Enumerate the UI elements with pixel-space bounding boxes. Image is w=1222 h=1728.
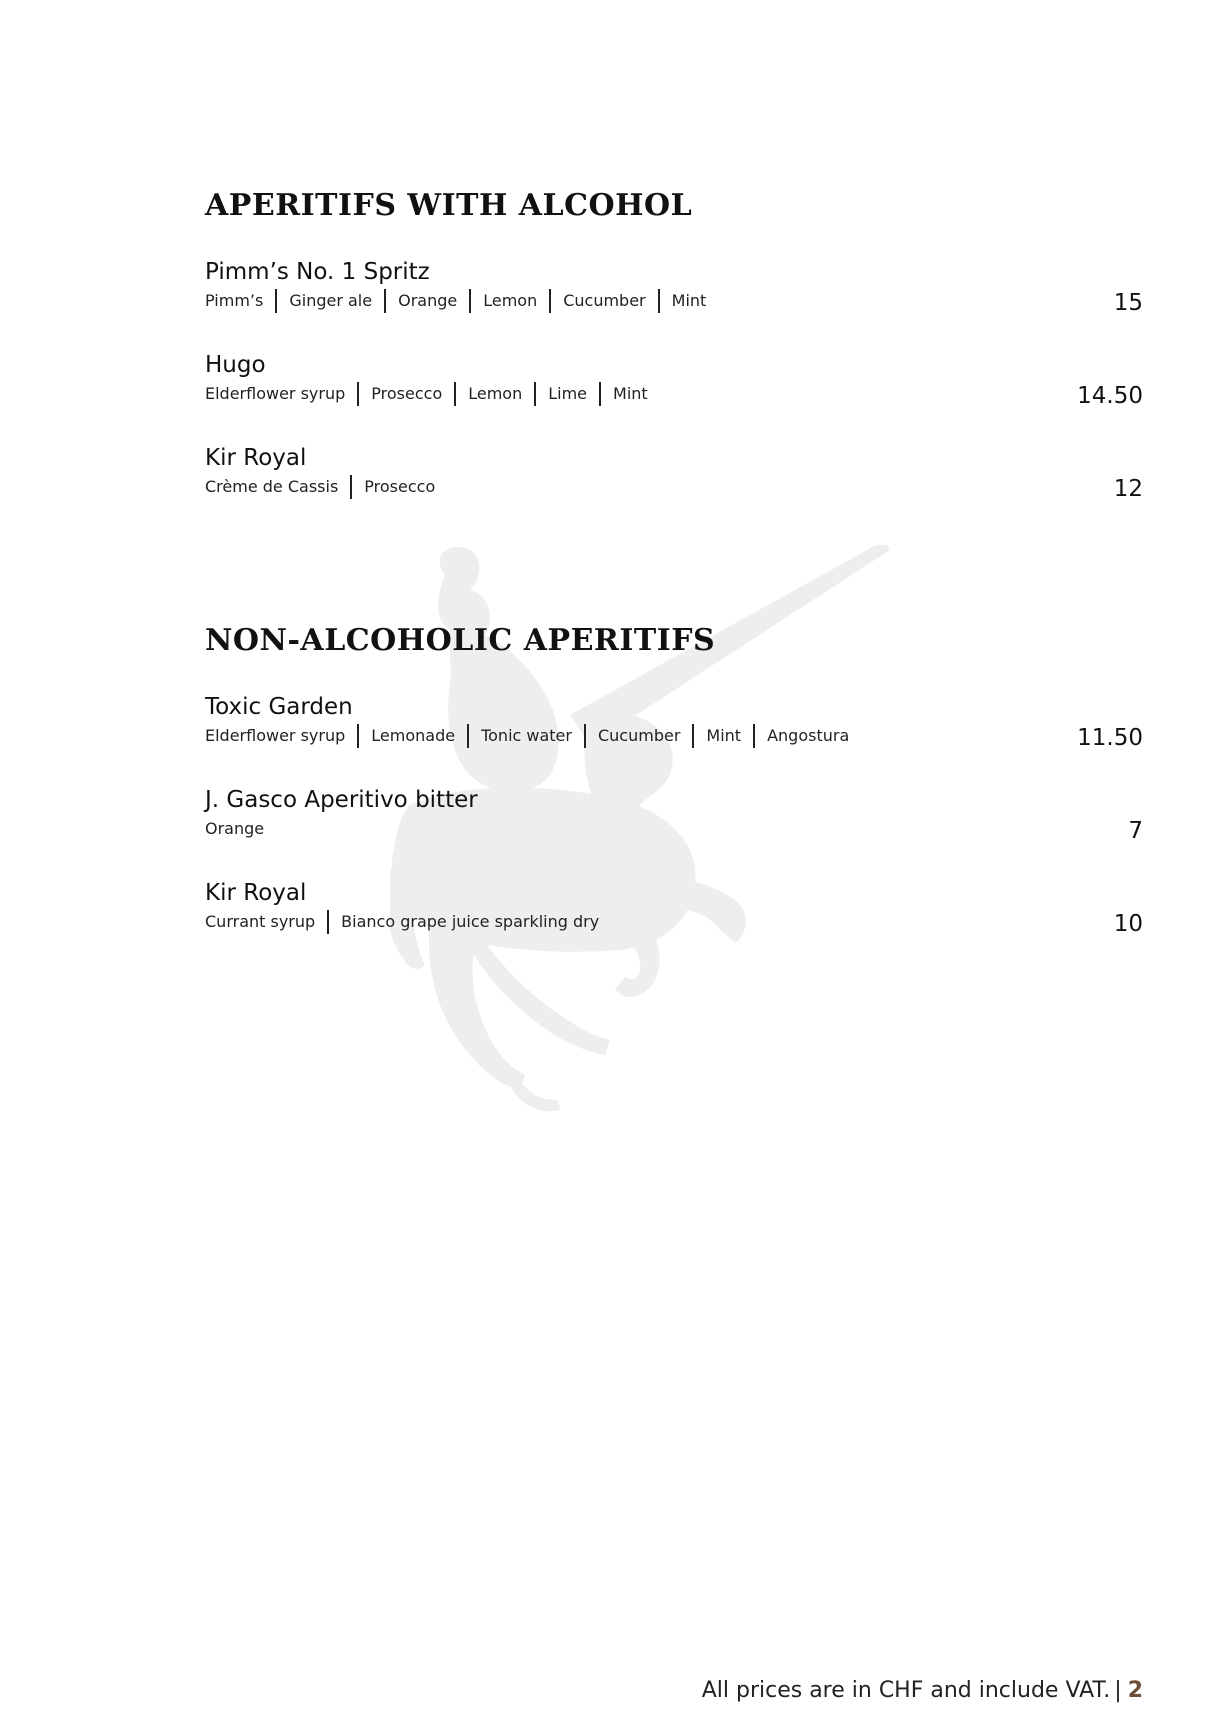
- ingredient-separator: [753, 724, 755, 748]
- menu-item-price: 11.50: [1077, 725, 1143, 751]
- menu-item-list: [205, 257, 1143, 536]
- ingredient: Bianco grape juice sparkling dry: [341, 912, 600, 931]
- menu-item-ingredients: [205, 910, 1143, 934]
- ingredient: Mint: [706, 726, 742, 745]
- ingredient: Angostura: [767, 726, 850, 745]
- menu-item: [205, 692, 1143, 785]
- ingredient: Orange: [398, 291, 458, 310]
- ingredient: Pimm’s: [205, 291, 264, 310]
- menu-item-price: 15: [1113, 290, 1143, 316]
- menu-item-ingredients: [205, 289, 1143, 313]
- menu-item-list: [205, 692, 1143, 971]
- menu-item-price: 10: [1113, 911, 1143, 937]
- menu-item: [205, 443, 1143, 536]
- ingredient-separator: [692, 724, 694, 748]
- menu-item-name: Pimm’s No. 1 Spritz: [205, 259, 430, 285]
- menu-item-ingredients: [205, 382, 1143, 406]
- footer: [702, 1676, 1143, 1706]
- menu-item-ingredients: [205, 475, 1143, 499]
- ingredient: Cucumber: [597, 726, 681, 745]
- ingredient-separator: [584, 724, 586, 748]
- ingredient-separator: [469, 289, 471, 313]
- ingredient: Currant syrup: [205, 912, 316, 931]
- ingredient: Prosecco: [364, 477, 436, 496]
- footer-separator: |: [1114, 1678, 1122, 1703]
- ingredient: Mint: [671, 291, 707, 310]
- menu-item-price: 12: [1113, 476, 1143, 502]
- menu-item-name: Kir Royal: [205, 445, 307, 471]
- menu-item-name: Hugo: [205, 352, 266, 378]
- page-number: 2: [1127, 1678, 1143, 1703]
- ingredient: Lemon: [468, 384, 523, 403]
- ingredient: Mint: [613, 384, 648, 403]
- ingredient-separator: [357, 382, 359, 406]
- section-aperitifs-with-alcohol: [205, 185, 1143, 536]
- ingredient: Lime: [548, 384, 588, 403]
- menu-item-name: J. Gasco Aperitivo bitter: [205, 787, 478, 813]
- ingredient-separator: [454, 382, 456, 406]
- ingredient-separator: [467, 724, 469, 748]
- ingredient: Elderflower syrup: [205, 726, 346, 745]
- ingredient: Cucumber: [563, 291, 646, 310]
- menu-item-price: 14.50: [1077, 383, 1143, 409]
- price-note: All prices are in CHF and include VAT.: [701, 1678, 1111, 1703]
- ingredient-separator: [275, 289, 277, 313]
- ingredient-separator: [599, 382, 601, 406]
- ingredient-separator: [658, 289, 660, 313]
- section-non-alcoholic-aperitifs: [205, 620, 1143, 971]
- ingredient: Lemonade: [371, 726, 456, 745]
- ingredient-separator: [327, 910, 329, 934]
- ingredient: Tonic water: [481, 726, 572, 745]
- ingredient: Crème de Cassis: [205, 477, 339, 496]
- ingredient-separator: [350, 475, 352, 499]
- menu-item-ingredients: [205, 817, 1143, 841]
- menu-item-name: Kir Royal: [205, 880, 307, 906]
- ingredient-separator: [549, 289, 551, 313]
- section-title: APERITIFS WITH ALCOHOL: [205, 188, 693, 223]
- ingredient: Orange: [205, 819, 265, 838]
- ingredient-separator: [534, 382, 536, 406]
- menu-item: [205, 350, 1143, 443]
- menu-item: [205, 785, 1143, 878]
- ingredient-separator: [384, 289, 386, 313]
- ingredient: Prosecco: [371, 384, 443, 403]
- menu-item-price: 7: [1128, 818, 1143, 844]
- menu-item: [205, 878, 1143, 971]
- ingredient: Elderflower syrup: [205, 384, 346, 403]
- ingredient: Ginger ale: [289, 291, 373, 310]
- menu-item-ingredients: [205, 724, 1143, 748]
- menu-item: [205, 257, 1143, 350]
- section-title: NON-ALCOHOLIC APERITIFS: [205, 623, 716, 658]
- ingredient-separator: [357, 724, 359, 748]
- ingredient: Lemon: [483, 291, 538, 310]
- menu-item-name: Toxic Garden: [205, 694, 353, 720]
